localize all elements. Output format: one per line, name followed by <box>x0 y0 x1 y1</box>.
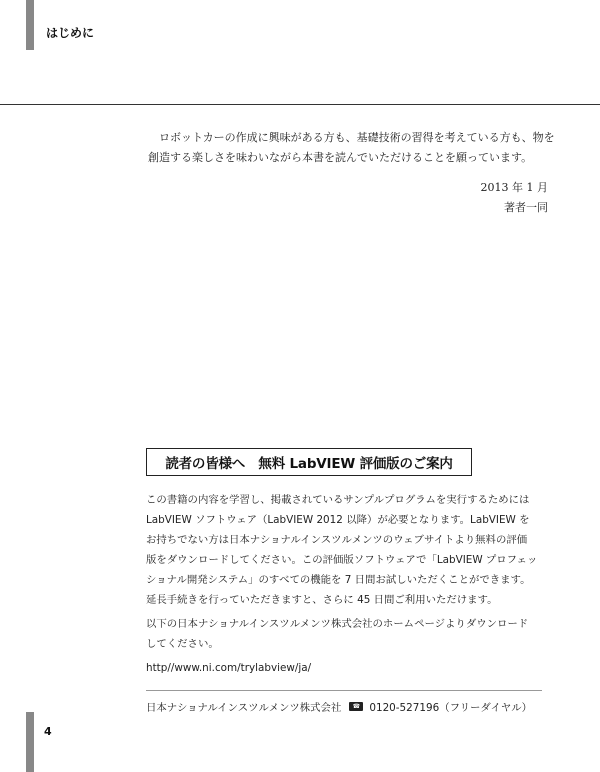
header-divider <box>0 104 600 105</box>
notice-body <box>146 490 556 610</box>
notice-line: 延長手続きを行っていただきますと、さらに 45 日間ご利用いただけます。 <box>146 594 498 606</box>
section-title: はじめに <box>46 26 95 40</box>
intro-line: 創造する楽しさを味わいながら本書を読んでいただけることを願っています。 <box>148 151 533 164</box>
company-name: 日本ナショナルインスツルメンツ株式会社 <box>146 702 342 714</box>
intro-line: ロボットカーの作成に興味がある方も、基礎技術の習得を考えている方も、物を <box>159 131 555 144</box>
free-dial-icon: ☎ <box>349 702 363 711</box>
download-url[interactable]: http//www.ni.com/trylabview/ja/ <box>146 662 312 674</box>
intro-paragraph <box>148 128 555 168</box>
notice-line: LabVIEW ソフトウェア（LabVIEW 2012 以降）が必要となります。LabVIEW を <box>146 514 530 526</box>
notice-line: 版をダウンロードしてください。この評価版ソフトウェアで「LabVIEW プロフェッ <box>146 554 538 566</box>
download-line: 以下の日本ナショナルインスツルメンツ株式会社のホームページよりダウンロード <box>146 618 529 630</box>
download-line: してください。 <box>146 638 219 650</box>
notice-line: ショナル開発システム」のすべての機能を 7 日間お試しいただくことができます。 <box>146 574 531 586</box>
contact-info <box>146 699 532 714</box>
page-number: 4 <box>44 725 52 738</box>
notice-title: 読者の皆様へ 無料 LabVIEW 評価版のご案内 <box>146 448 472 476</box>
notice-line: お持ちでない方は日本ナショナルインスツルメンツのウェブサイトより無料の評価 <box>146 534 528 546</box>
authors: 著者一同 <box>504 201 548 214</box>
download-instructions <box>146 614 556 654</box>
notice-line: この書籍の内容を学習し、掲載されているサンプルプログラムを実行するためには <box>146 494 530 506</box>
footer-divider <box>146 690 542 691</box>
footer-side-bar <box>26 712 34 772</box>
date: 2013 年 1 月 <box>480 181 548 194</box>
phone-number: 0120-527196（フリーダイヤル） <box>369 702 532 714</box>
header-side-bar <box>26 0 34 50</box>
